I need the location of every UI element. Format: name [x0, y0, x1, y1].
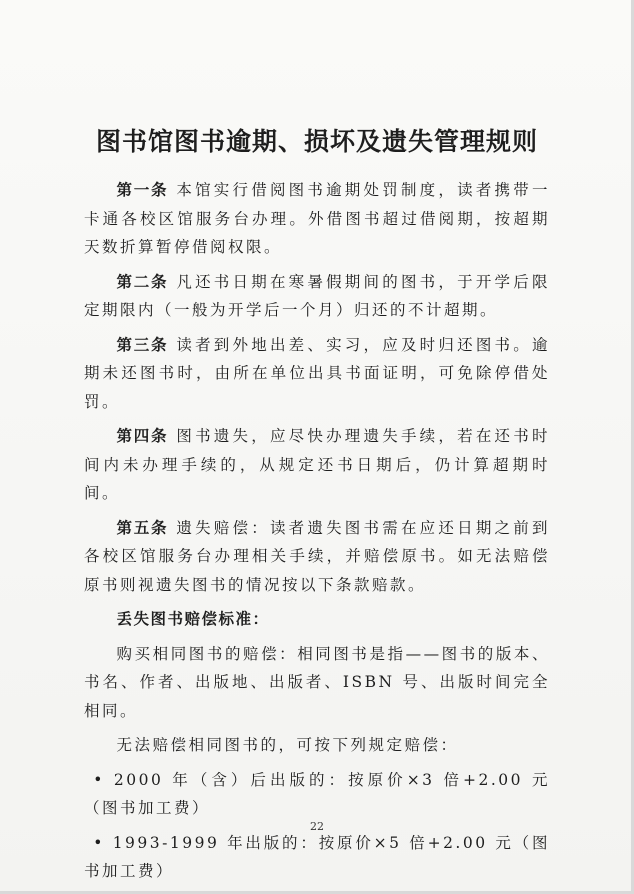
compensation-rule-1: • 2000 年（含）后出版的：按原价×3 倍+2.00 元（图书加工费） [84, 770, 550, 817]
article-1 [84, 176, 550, 262]
article-3-number: 第三条 [116, 335, 169, 354]
article-5-number: 第五条 [116, 518, 169, 537]
article-2-text: 凡还书日期在寒暑假期间的图书，于开学后限定期限内（一般为开学后一个月）归还的不计超期。 [84, 272, 550, 319]
compensation-intro: 无法赔偿相同图书的，可按下列规定赔偿： [116, 736, 459, 754]
article-5 [84, 514, 550, 600]
article-5-text: 遗失赔偿：读者遗失图书需在应还日期之前到各校区馆服务台办理相关手续，并赔偿原书。如无法赔偿原书则视遗失图书的情况按以下条款赔款。 [84, 518, 550, 594]
article-2-number: 第二条 [116, 272, 169, 291]
article-4-number: 第四条 [116, 427, 169, 445]
article-4-text: 图书遗失，应尽快办理遗失手续，若在还书时间内未办理手续的，从规定还书日期后，仍计算超期时间。 [84, 427, 550, 502]
page-number: 22 [310, 820, 324, 833]
article-1-number: 第一条 [116, 181, 169, 199]
compensation-rule-2: • 1993-1999 年出版的：按原价×5 倍+2.00 元（图书加工费） [84, 833, 550, 880]
article-2 [84, 268, 550, 325]
article-4 [84, 422, 550, 508]
article-1-text: 本馆实行借阅图书逾期处罚制度，读者携带一卡通各校区馆服务台办理。外借图书超过借阅期，按超期天数折算暂停借阅权限。 [84, 181, 550, 256]
document-body [84, 176, 550, 886]
compensation-heading: 丢失图书赔偿标准： [116, 610, 270, 628]
article-3-text: 读者到外地出差、实习，应及时归还图书。逾期未还图书时，由所在单位出具书面证明，可免除停借处罚。 [84, 335, 550, 411]
document-title: 图书馆图书逾期、损坏及遗失管理规则 [95, 127, 538, 156]
compensation-same-book: 购买相同图书的赔偿：相同图书是指——图书的版本、书名、作者、出版地、出版者、ISBN 号、出版时间完全相同。 [84, 644, 550, 720]
article-3 [84, 331, 550, 417]
